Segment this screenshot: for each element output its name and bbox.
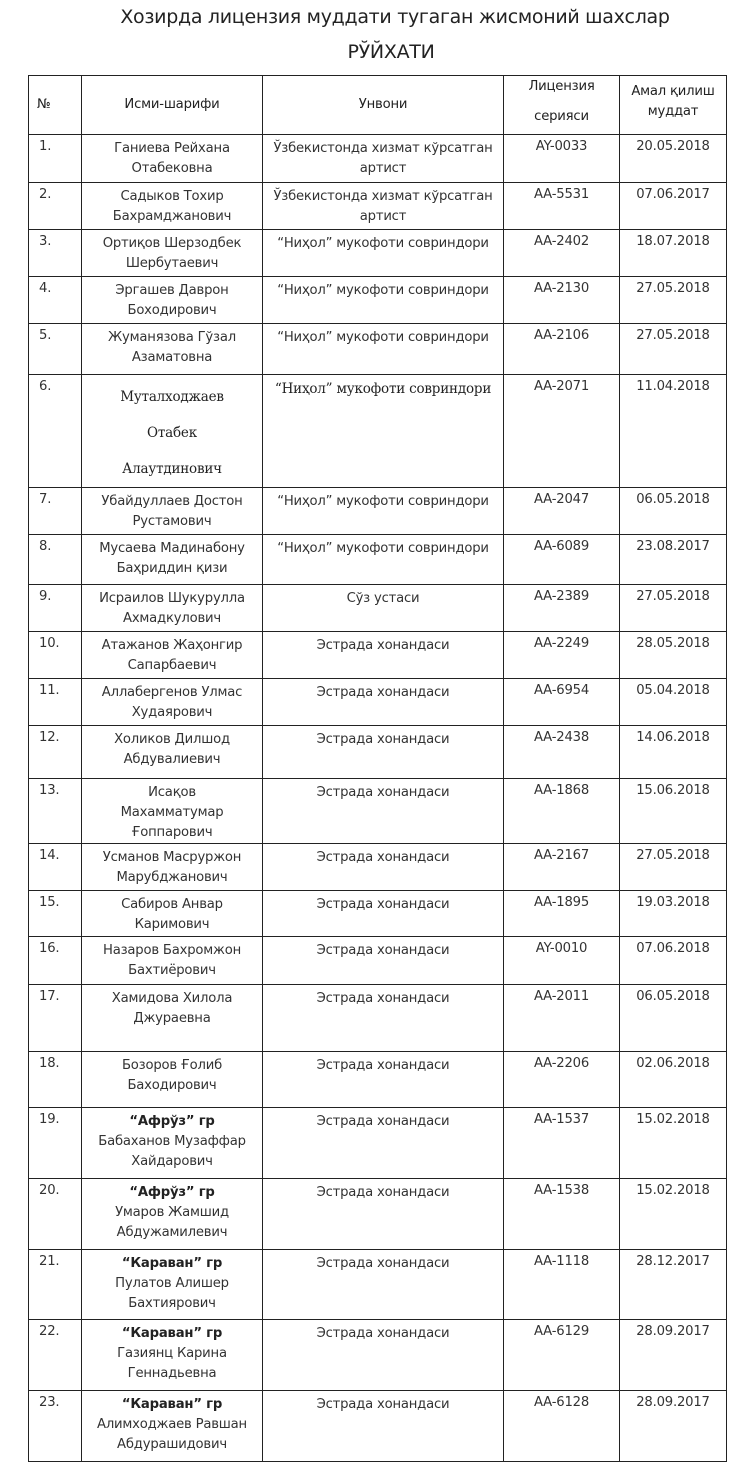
header-title: Унвони (263, 76, 504, 135)
person-full-name: Атажанов Жаҳонгир Сапарбаевич (101, 638, 243, 673)
row-number: 9. (29, 585, 82, 632)
honorary-title: Ўзбекистонда хизмат кўрсатган артист (263, 183, 504, 230)
honorary-title: Ўзбекистонда хизмат кўрсатган артист (263, 135, 504, 183)
honorary-title: Эстрада хонандаси (263, 1052, 504, 1108)
person-name (82, 535, 263, 585)
person-full-name: Усманов Масруржон Марубджанович (102, 850, 242, 885)
person-name (82, 937, 263, 985)
table-row (29, 135, 727, 183)
person-full-name: Хамидова Хилола Джураевна (111, 991, 233, 1026)
license-series: AA-6089 (504, 535, 620, 585)
table-row (29, 324, 727, 375)
table-row (29, 937, 727, 985)
license-series: AA-6128 (504, 1391, 620, 1462)
header-series-line1: Лицензия (528, 79, 595, 94)
person-name (82, 1108, 263, 1179)
validity-date: 15.02.2018 (620, 1108, 727, 1179)
document-subtitle: РЎЙХАТИ (347, 41, 435, 63)
table-row (29, 632, 727, 679)
license-table (28, 75, 727, 1462)
person-name (82, 585, 263, 632)
license-series: AA-2047 (504, 488, 620, 535)
person-full-name: Мусаева Мадинабону Баҳриддин қизи (99, 541, 245, 576)
person-name (82, 985, 263, 1052)
honorary-title: “Ниҳол” мукофоти совриндори (263, 535, 504, 585)
validity-date: 07.06.2018 (620, 937, 727, 985)
license-series: AA-1538 (504, 1179, 620, 1250)
license-series: AA-6954 (504, 679, 620, 726)
row-number: 14. (29, 844, 82, 891)
honorary-title: Эстрада хонандаси (263, 844, 504, 891)
person-name (82, 1250, 263, 1320)
row-number: 2. (29, 183, 82, 230)
row-number: 19. (29, 1108, 82, 1179)
honorary-title: Эстрада хонандаси (263, 1179, 504, 1250)
header-date (620, 76, 727, 135)
row-number: 8. (29, 535, 82, 585)
group-name: “Караван” гр (121, 1256, 223, 1271)
person-full-name: Эргашев Даврон Боходирович (115, 283, 229, 318)
person-name (82, 779, 263, 844)
person-full-name: Алимходжаев Равшан Абдурашидович (97, 1417, 247, 1452)
table-row (29, 585, 727, 632)
license-series: AA-2206 (504, 1052, 620, 1108)
validity-date: 19.03.2018 (620, 891, 727, 937)
honorary-title: “Ниҳол” мукофоти совриндори (263, 324, 504, 375)
group-name: “Афрўз” гр (129, 1185, 215, 1200)
license-series: AY-0033 (504, 135, 620, 183)
row-number: 21. (29, 1250, 82, 1320)
row-number: 16. (29, 937, 82, 985)
table-row (29, 679, 727, 726)
license-series: AA-2402 (504, 230, 620, 277)
row-number: 10. (29, 632, 82, 679)
header-num: № (29, 76, 82, 135)
validity-date: 23.08.2017 (620, 535, 727, 585)
person-full-name: Сабиров Анвар Каримович (121, 897, 223, 932)
person-name (82, 375, 263, 488)
person-name (82, 679, 263, 726)
validity-date: 02.06.2018 (620, 1052, 727, 1108)
person-name (82, 135, 263, 183)
person-full-name: Исраилов Шукурулла Ахмадкулович (99, 591, 245, 626)
validity-date: 06.05.2018 (620, 985, 727, 1052)
license-series: AA-2249 (504, 632, 620, 679)
document-title: Хозирда лицензия муддати тугаган жисмоний шахслар (120, 6, 670, 28)
person-full-name: Бабаханов Музаффар Хайдарович (98, 1134, 246, 1169)
license-series: AA-2130 (504, 277, 620, 324)
header-date-line1: Амал қилиш (631, 84, 715, 99)
header-date-line2: муддат (647, 104, 699, 119)
honorary-title: Эстрада хонандаси (263, 779, 504, 844)
person-full-name: Ортиқов Шерзодбек Шербутаевич (102, 236, 242, 271)
honorary-title: Эстрада хонандаси (263, 985, 504, 1052)
validity-date: 28.12.2017 (620, 1250, 727, 1320)
row-number: 18. (29, 1052, 82, 1108)
person-full-name: Исақов Махамматумар Ғоппарович (120, 785, 224, 840)
person-name (82, 277, 263, 324)
validity-date: 15.06.2018 (620, 779, 727, 844)
table-row (29, 230, 727, 277)
table-row (29, 726, 727, 779)
header-series-line2: серияси (534, 109, 589, 124)
honorary-title: Эстрада хонандаси (263, 632, 504, 679)
row-number: 5. (29, 324, 82, 375)
person-full-name: Пулатов Алишер Бахтиярович (115, 1276, 229, 1311)
honorary-title: Сўз устаси (263, 585, 504, 632)
validity-date: 05.04.2018 (620, 679, 727, 726)
license-series: AA-2167 (504, 844, 620, 891)
license-series: AA-5531 (504, 183, 620, 230)
row-number: 6. (29, 375, 82, 488)
group-name: “Караван” гр (121, 1326, 223, 1341)
validity-date: 28.05.2018 (620, 632, 727, 679)
honorary-title: Эстрада хонандаси (263, 1250, 504, 1320)
person-name (82, 1179, 263, 1250)
honorary-title: “Ниҳол” мукофоти совриндори (263, 230, 504, 277)
validity-date: 11.04.2018 (620, 375, 727, 488)
row-number: 22. (29, 1320, 82, 1391)
validity-date: 28.09.2017 (620, 1391, 727, 1462)
table-row (29, 1391, 727, 1462)
header-name: Исми-шарифи (82, 76, 263, 135)
honorary-title: “Ниҳол” мукофоти совриндори (263, 375, 504, 488)
person-full-name: Аллабергенов Улмас Худаярович (101, 685, 243, 720)
validity-date: 07.06.2017 (620, 183, 727, 230)
validity-date: 27.05.2018 (620, 277, 727, 324)
group-name: “Караван” гр (121, 1397, 223, 1412)
license-series: AA-2011 (504, 985, 620, 1052)
honorary-title: “Ниҳол” мукофоти совриндори (263, 488, 504, 535)
person-name (82, 230, 263, 277)
row-number: 17. (29, 985, 82, 1052)
table-row (29, 1179, 727, 1250)
person-full-name: Ганиева Рейхана Отабековна (114, 141, 230, 176)
validity-date: 15.02.2018 (620, 1179, 727, 1250)
person-full-name: Назаров Бахромжон Бахтиёрович (103, 943, 241, 978)
honorary-title: Эстрада хонандаси (263, 679, 504, 726)
validity-date: 27.05.2018 (620, 844, 727, 891)
person-name (82, 488, 263, 535)
table-row (29, 535, 727, 585)
license-series: AA-6129 (504, 1320, 620, 1391)
honorary-title: Эстрада хонандаси (263, 1391, 504, 1462)
person-name (82, 844, 263, 891)
person-full-name: Газиянц Карина Геннадьевна (117, 1346, 227, 1381)
person-full-name: Жуманязова Гўзал Азаматовна (108, 330, 236, 365)
person-full-name: Муталходжаев Отабек Алаутдинович (120, 389, 224, 477)
validity-date: 06.05.2018 (620, 488, 727, 535)
table-row (29, 844, 727, 891)
person-full-name: Убайдуллаев Достон Рустамович (101, 494, 243, 529)
row-number: 23. (29, 1391, 82, 1462)
validity-date: 14.06.2018 (620, 726, 727, 779)
validity-date: 27.05.2018 (620, 585, 727, 632)
row-number: 20. (29, 1179, 82, 1250)
table-row (29, 183, 727, 230)
table-row (29, 488, 727, 535)
person-name (82, 1391, 263, 1462)
header-series (504, 76, 620, 135)
honorary-title: Эстрада хонандаси (263, 1320, 504, 1391)
person-name (82, 1320, 263, 1391)
table-header-row (29, 76, 727, 135)
person-name (82, 632, 263, 679)
group-name: “Афрўз” гр (129, 1114, 215, 1129)
license-series: AA-1118 (504, 1250, 620, 1320)
row-number: 4. (29, 277, 82, 324)
row-number: 12. (29, 726, 82, 779)
honorary-title: Эстрада хонандаси (263, 891, 504, 937)
person-name (82, 726, 263, 779)
table-row (29, 1108, 727, 1179)
table-row (29, 1320, 727, 1391)
honorary-title: Эстрада хонандаси (263, 937, 504, 985)
validity-date: 20.05.2018 (620, 135, 727, 183)
row-number: 1. (29, 135, 82, 183)
license-series: AA-1537 (504, 1108, 620, 1179)
person-name (82, 1052, 263, 1108)
table-row (29, 1250, 727, 1320)
row-number: 7. (29, 488, 82, 535)
table-row (29, 891, 727, 937)
person-name (82, 324, 263, 375)
table-row (29, 1052, 727, 1108)
license-series: AA-1868 (504, 779, 620, 844)
person-name (82, 891, 263, 937)
row-number: 13. (29, 779, 82, 844)
validity-date: 27.05.2018 (620, 324, 727, 375)
honorary-title: “Ниҳол” мукофоти совриндори (263, 277, 504, 324)
license-series: AA-1895 (504, 891, 620, 937)
validity-date: 18.07.2018 (620, 230, 727, 277)
person-full-name: Холиков Дилшод Абдувалиевич (114, 732, 230, 767)
row-number: 11. (29, 679, 82, 726)
license-series: AY-0010 (504, 937, 620, 985)
table-row (29, 375, 727, 488)
validity-date: 28.09.2017 (620, 1320, 727, 1391)
row-number: 3. (29, 230, 82, 277)
license-series: AA-2106 (504, 324, 620, 375)
honorary-title: Эстрада хонандаси (263, 726, 504, 779)
row-number: 15. (29, 891, 82, 937)
license-series: AA-2071 (504, 375, 620, 488)
person-full-name: Садыков Тохир Бахрамджанович (112, 189, 232, 224)
table-row (29, 779, 727, 844)
table-row (29, 277, 727, 324)
person-name (82, 183, 263, 230)
license-series: AA-2389 (504, 585, 620, 632)
person-full-name: Умаров Жамшид Абдужамилевич (115, 1205, 229, 1240)
table-row (29, 985, 727, 1052)
person-full-name: Бозоров Ғолиб Баходирович (121, 1058, 223, 1093)
license-series: AA-2438 (504, 726, 620, 779)
honorary-title: Эстрада хонандаси (263, 1108, 504, 1179)
